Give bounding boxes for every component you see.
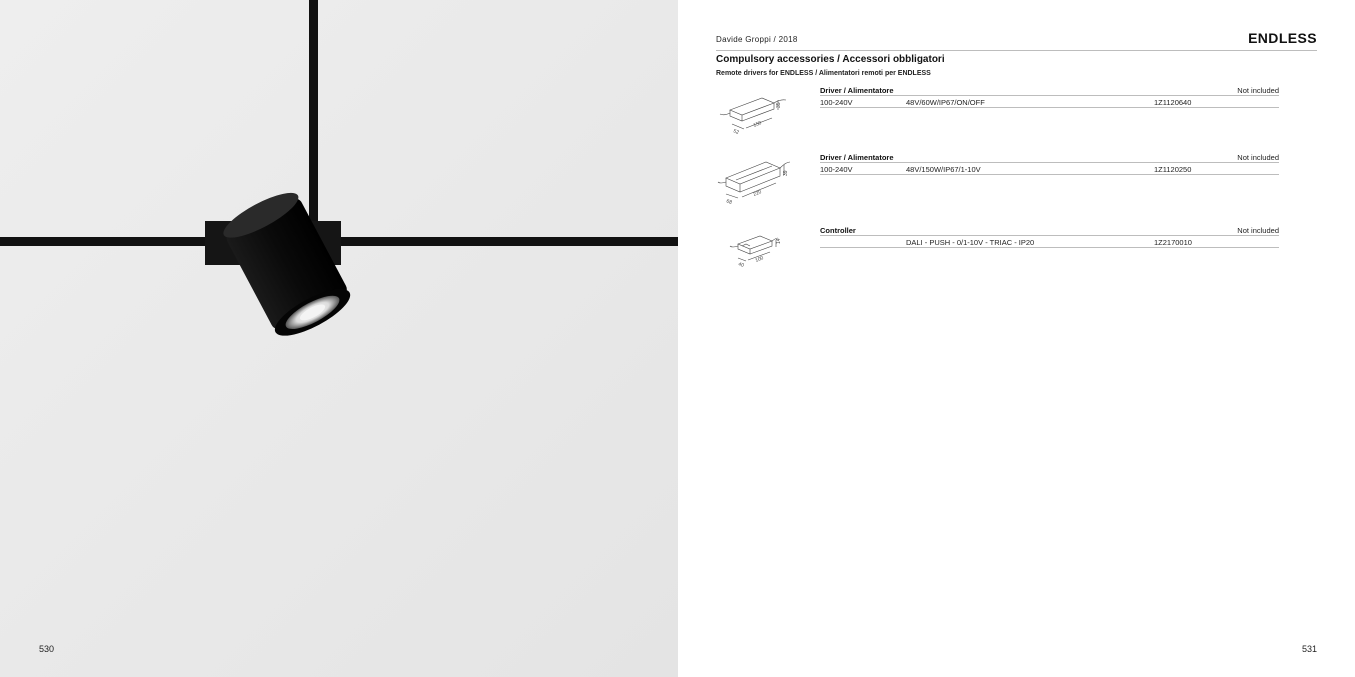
product-code: 1Z1120640 [1154,98,1192,107]
spec-header [820,85,1279,96]
item-label: Controller [820,226,856,235]
spec-table [820,152,1279,175]
dim-width: 68 [725,198,733,206]
dim-length: 100 [754,255,765,264]
dim-length: 150 [752,120,763,129]
product-code: 1Z1120250 [1154,165,1192,174]
table-row [820,163,1279,175]
description: DALI - PUSH - 0/1-10V - TRIAC - IP20 [906,238,1035,247]
spec-header [820,152,1279,163]
driver-small-drawing-icon [716,88,792,136]
section-title: Compulsory accessories / Accessori obbligatori [716,54,945,65]
dim-height: 35 [776,102,782,108]
spec-header [820,225,1279,236]
spec-table [820,85,1279,108]
dim-width: 52 [732,128,740,136]
table-row [820,236,1279,248]
item-note: Not included [1237,86,1279,95]
dim-height: 14 [776,238,782,244]
item-note: Not included [1237,226,1279,235]
section-subtitle: Remote drivers for ENDLESS / Alimentatori remoti per ENDLESS [716,70,931,77]
driver-large-drawing-icon [716,156,792,206]
controller-drawing-icon [716,224,792,268]
voltage: 100-240V [820,165,853,174]
page-number-right: 531 [1301,644,1317,654]
table-row [820,96,1279,108]
item-note: Not included [1237,153,1279,162]
series-title: ENDLESS [1248,30,1317,46]
page-header [716,30,1317,51]
item-label: Driver / Alimentatore [820,86,894,95]
voltage: 100-240V [820,98,853,107]
item-label: Driver / Alimentatore [820,153,894,162]
right-page [678,0,1355,677]
description: 48V/60W/IP67/ON/OFF [906,98,985,107]
dim-width: 40 [737,261,745,269]
description: 48V/150W/IP67/1-10V [906,165,981,174]
designer-credit: Davide Groppi / 2018 [716,35,798,44]
product-code: 1Z2170010 [1154,238,1192,247]
page-number-left: 530 [39,644,55,654]
dim-height: 39 [783,170,789,176]
dim-length: 220 [752,189,763,198]
spec-table [820,225,1279,248]
